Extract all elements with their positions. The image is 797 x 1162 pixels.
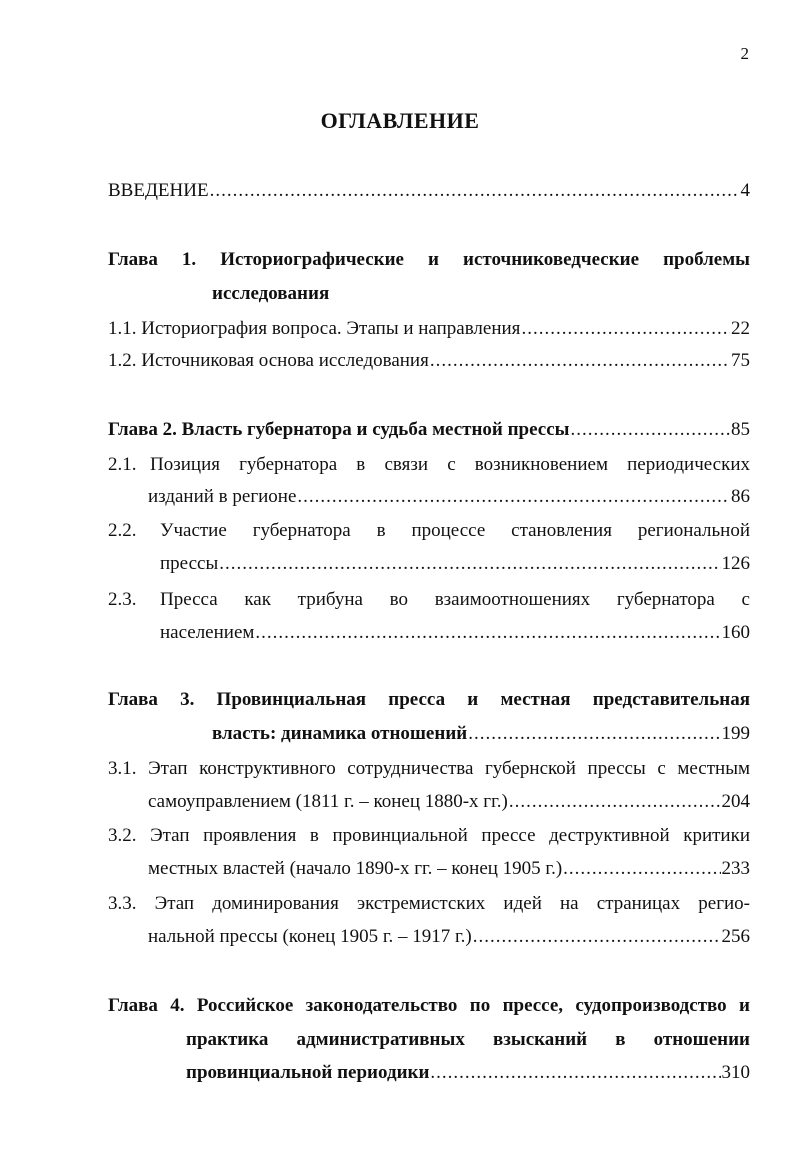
toc-entry-page: 22 [731,318,750,339]
toc-entry-label-cont: населением [160,622,255,643]
toc-entry-page: 4 [740,180,750,201]
toc-entry-2-3-cont[interactable] [160,620,750,646]
toc-entry-number: 2.3. [108,589,137,610]
toc-entry-3-2[interactable]: 3.2. Этап проявления в провинциальной прессе деструктивной критики [108,825,750,846]
dot-leader [468,721,720,747]
toc-entry-3-1[interactable]: 3.1. Этап конструктивного сотрудничества губернской прессы с местным [108,758,750,779]
toc-entry-label-cont: прессы [160,553,219,574]
toc-entry-page: 75 [731,350,750,371]
toc-entry-page: 204 [721,791,750,812]
toc-entry-page: 85 [731,419,750,440]
toc-entry-label-cont: нальной прессы (конец 1905 г. – 1917 г.) [148,926,472,947]
toc-entry-2-2[interactable] [108,518,750,544]
toc-entry-label-cont: власть: динамика отношений [212,723,468,744]
toc-chapter-4-heading-cont[interactable]: практика административных взысканий в отношении [186,1029,750,1050]
dot-leader [509,789,721,815]
toc-entry-2-2-cont[interactable] [160,551,750,577]
dot-leader [521,316,730,342]
dot-leader [219,551,720,577]
toc-entry-2-1[interactable] [108,452,750,478]
toc-entry-3-2-cont[interactable] [148,856,750,882]
toc-entry-page: 199 [721,723,750,744]
dot-leader [430,1060,720,1086]
toc-entry-number: 2.1. [108,454,137,475]
toc-chapter-1-heading-cont[interactable]: исследования [212,283,330,304]
page-number: 2 [740,44,749,63]
dot-leader [430,348,730,374]
toc-chapter-4-heading[interactable]: Глава 4. Российское законодательство по прессе, судопроизводство и [108,995,750,1016]
toc-entry-label: Глава 2. Власть губернатора и судьба местной прессы [108,419,570,440]
toc-entry-page: 310 [721,1062,750,1083]
toc-entry-label: 1.1. Историография вопроса. Этапы и направления [108,318,521,339]
toc-title [0,108,797,134]
toc-entry-page: 86 [731,486,750,507]
dot-leader [210,178,740,204]
toc-entry-label-cont: изданий в регионе [148,486,297,507]
toc-entry-3-1-cont[interactable] [148,789,750,815]
toc-chapter-2-heading[interactable] [108,417,750,443]
toc-entry-label: ВВЕДЕНИЕ [108,180,209,201]
toc-entry-3-3[interactable]: 3.3. Этап доминирования экстремистских идей на страницах регио- [108,893,750,914]
toc-entry-label-cont: местных властей (начало 1890-х гг. – конец 1905 г.) [148,858,563,879]
dot-leader [563,856,720,882]
dot-leader [297,484,730,510]
toc-entry-2-3[interactable] [108,587,750,613]
toc-entry-label: Позиция губернатора в связи с возникновением периодических [150,454,750,475]
toc-entry-page: 160 [721,622,750,643]
dot-leader [473,924,721,950]
toc-entry-number: 2.2. [108,520,137,541]
toc-entry-label-cont: провинциальной периодики [186,1062,430,1083]
toc-chapter-1-heading[interactable]: Глава 1. Историографические и источниковедческие проблемы [108,249,750,270]
toc-entry-intro[interactable] [108,178,750,204]
toc-chapter-3-heading-cont[interactable] [212,721,750,747]
toc-entry-1-1[interactable] [108,316,750,342]
toc-entry-label: 1.2. Источниковая основа исследования [108,350,429,371]
toc-entry-page: 233 [721,858,750,879]
toc-entry-1-2[interactable] [108,348,750,374]
dot-leader [570,417,730,443]
toc-title-text: ОГЛАВЛЕНИЕ [320,108,480,133]
toc-chapter-4-heading-cont2[interactable] [186,1060,750,1086]
toc-chapter-3-heading[interactable]: Глава 3. Провинциальная пресса и местная представительная [108,689,750,710]
toc-entry-label-cont: самоуправлением (1811 г. – конец 1880-х гг.) [148,791,508,812]
toc-entry-page: 126 [721,553,750,574]
toc-entry-2-1-cont[interactable] [148,484,750,510]
toc-entry-3-3-cont[interactable] [148,924,750,950]
toc-entry-label: Участие губернатора в процессе становления региональной [160,520,750,541]
dot-leader [255,620,720,646]
toc-entry-label: Пресса как трибуна во взаимоотношениях губернатора с [160,589,750,610]
toc-entry-page: 256 [721,926,750,947]
